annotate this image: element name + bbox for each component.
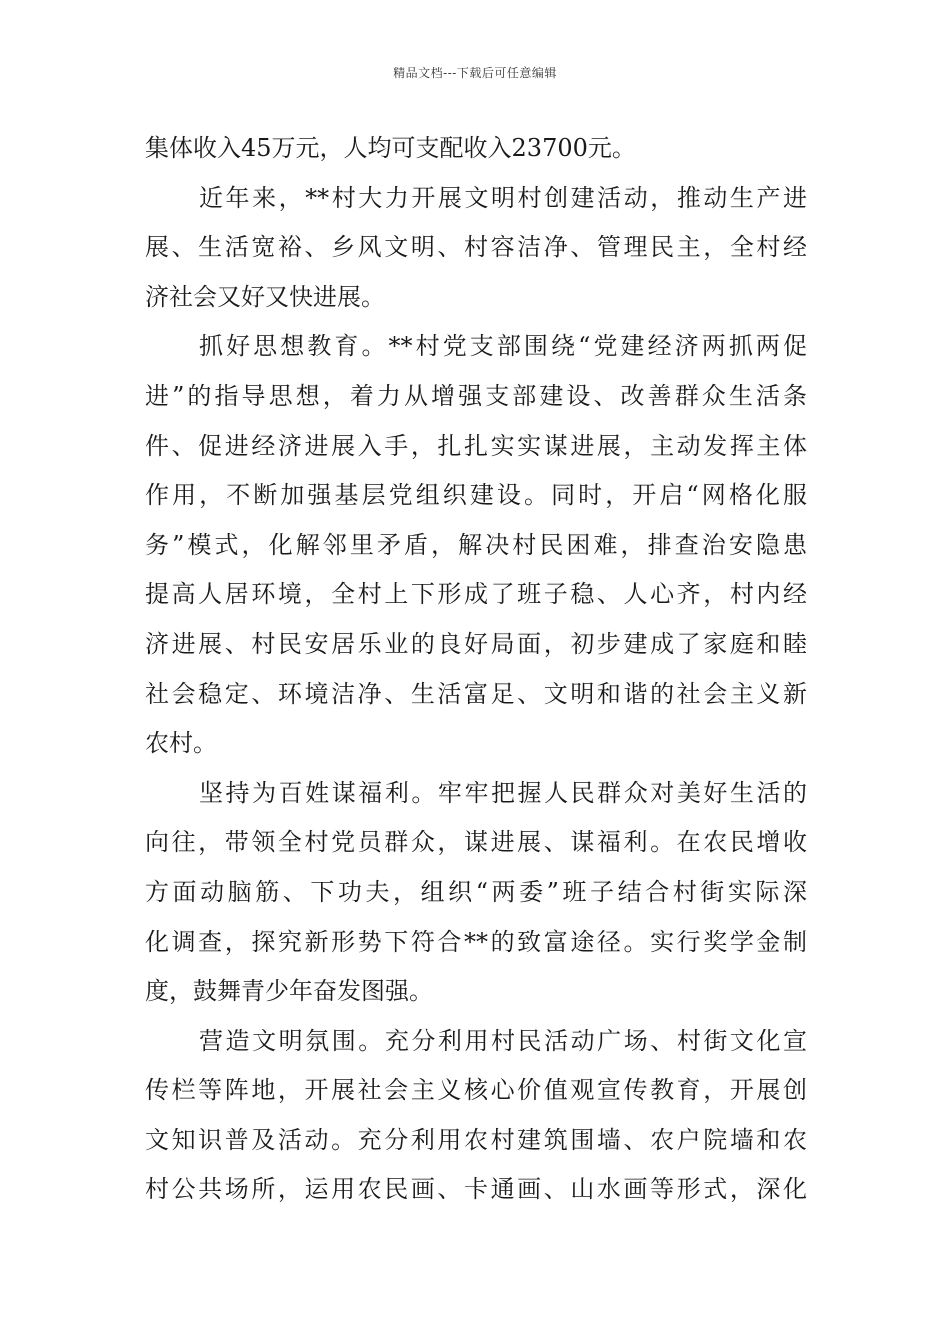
text-line: 提高人居环境，全村上下形成了班子稳、人心齐，村内经 [145, 580, 807, 609]
text-line: 化调查，探究新形势下符合**的致富途径。实行奖学金制 [145, 927, 807, 956]
text-line: 营造文明氛围。充分利用村民活动广场、村街文化宣 [199, 1026, 807, 1055]
text-line: 村公共场所，运用农民画、卡通画、山水画等形式，深化 [145, 1175, 807, 1204]
text-line: 社会稳定、环境洁净、生活富足、文明和谐的社会主义新 [145, 679, 807, 708]
text-line: 向往，带领全村党员群众，谋进展、谋福利。在农民增收 [145, 828, 807, 857]
text-line: 近年来，**村大力开展文明村创建活动，推动生产进 [199, 183, 807, 212]
document-body [145, 124, 807, 1215]
text-line: 展、生活宽裕、乡风文明、村容洁净、管理民主，全村经 [145, 233, 807, 262]
text-line: 件、促进经济进展入手，扎扎实实谋进展，主动发挥主体 [145, 431, 807, 460]
text-line: 度，鼓舞青少年奋发图强。 [145, 977, 433, 1006]
text-line: 农村。 [145, 729, 217, 758]
text-line: 集体收入45万元，人均可支配收入23700元。 [145, 134, 636, 162]
text-line: 进”的指导思想，着力从增强支部建设、改善群众生活条 [145, 381, 807, 410]
page-header: 精品文档---下载后可任意编辑 [393, 66, 557, 80]
text-line: 务”模式，化解邻里矛盾，解决村民困难，排查治安隐患 [145, 530, 807, 559]
text-line: 文知识普及活动。充分利用农村建筑围墙、农户院墙和农 [145, 1125, 807, 1154]
text-line: 济社会又好又快进展。 [145, 282, 385, 311]
text-line: 方面动脑筋、下功夫，组织“两委”班子结合村街实际深 [145, 877, 807, 906]
text-line: 坚持为百姓谋福利。牢牢把握人民群众对美好生活的 [199, 778, 807, 807]
text-line: 济进展、村民安居乐业的良好局面，初步建成了家庭和睦 [145, 629, 807, 658]
text-line: 抓好思想教育。**村党支部围绕“党建经济两抓两促 [199, 332, 807, 361]
text-line: 传栏等阵地，开展社会主义核心价值观宣传教育，开展创 [145, 1076, 807, 1105]
text-line: 作用，不断加强基层党组织建设。同时，开启“网格化服 [145, 481, 807, 510]
